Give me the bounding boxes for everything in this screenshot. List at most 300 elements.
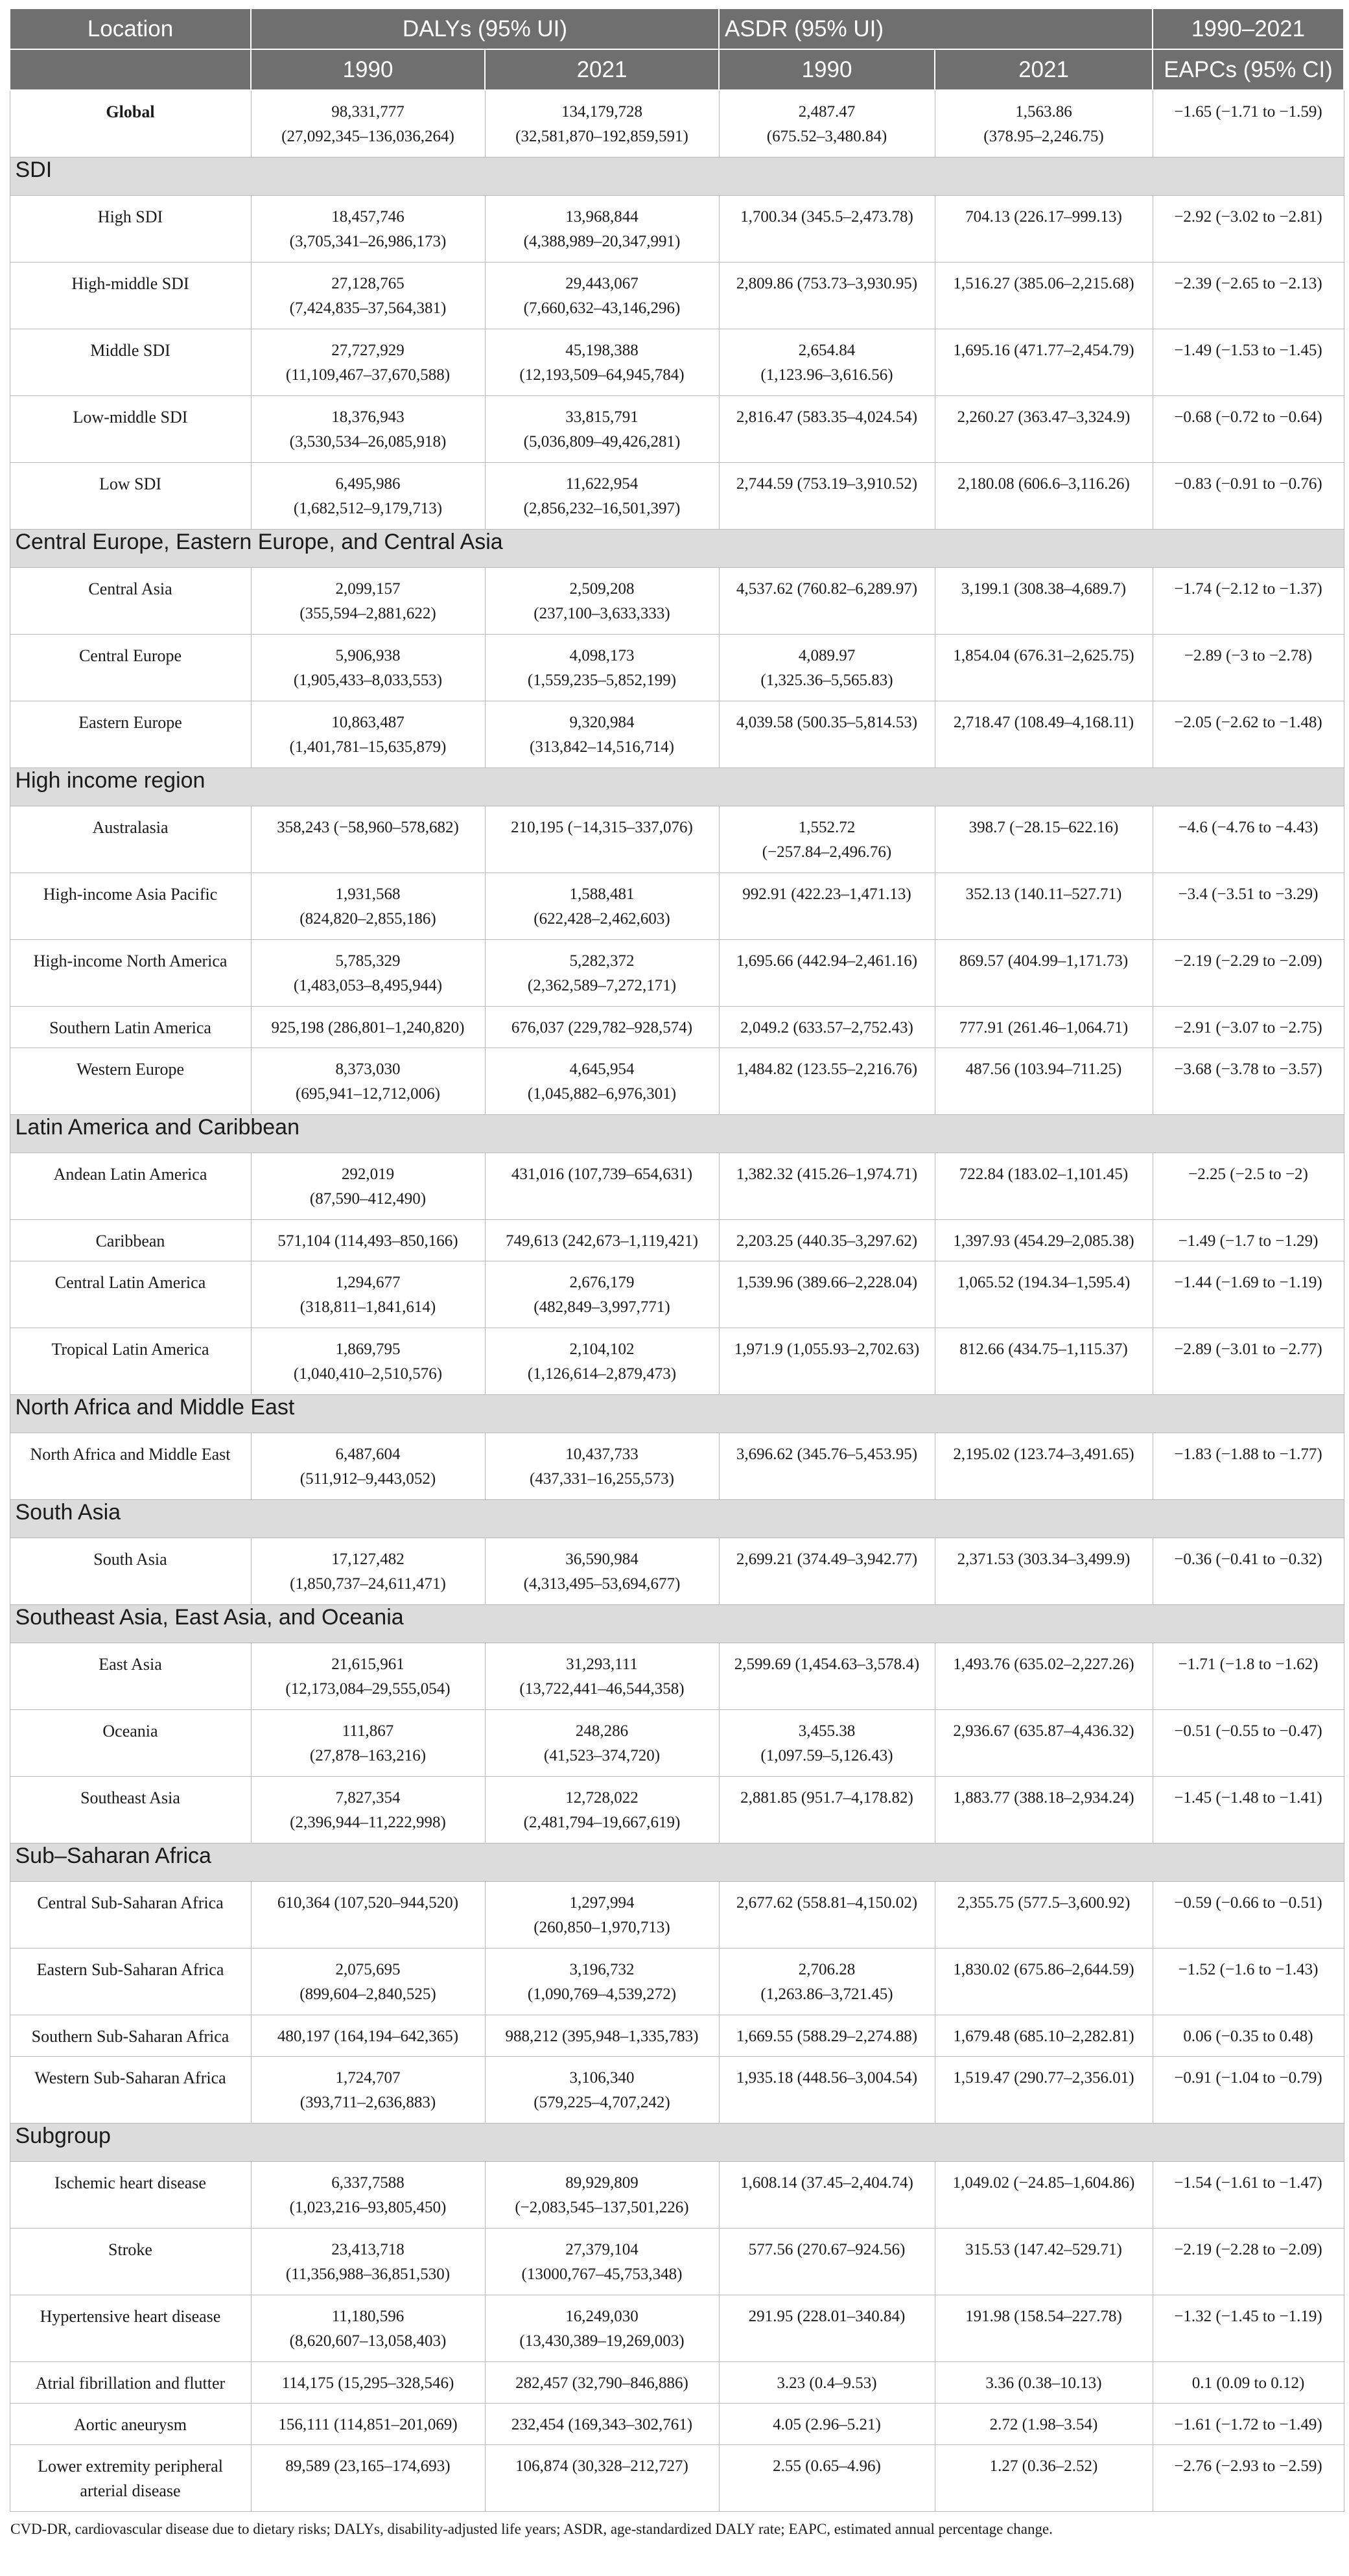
- location-name: Caribbean: [10, 1219, 251, 1261]
- cell-line: 704.13 (226.17–999.13): [965, 207, 1122, 226]
- dalys-2021-cell: [485, 262, 719, 329]
- cell-line: 2,816.47 (583.35–4,024.54): [736, 408, 918, 426]
- location-name: Central Latin America: [10, 1261, 251, 1328]
- cell-line: (−257.84–2,496.76): [762, 843, 892, 861]
- asdr-2021-cell: [935, 2403, 1153, 2444]
- cell-line: (1,263.86–3,721.45): [760, 1985, 893, 2003]
- location-name: Atrial fibrillation and flutter: [10, 2361, 251, 2403]
- data-table: [9, 8, 1344, 2512]
- cell-line: 2.55 (0.65–4.96): [773, 2457, 881, 2475]
- cell-line: (27,092,345–136,036,264): [281, 128, 454, 145]
- dalys-1990-cell: [251, 1261, 485, 1328]
- table-row: [10, 329, 1344, 395]
- asdr-2021-cell: [935, 1538, 1153, 1604]
- eapc-cell: −0.83 (−0.91 to −0.76): [1153, 462, 1344, 529]
- location-name: Central Sub-Saharan Africa: [10, 1881, 251, 1948]
- cell-line: 114,175 (15,295–328,546): [281, 2374, 454, 2392]
- cell-line: (−2,083,545–137,501,226): [515, 2198, 689, 2216]
- dalys-1990-cell: [251, 1153, 485, 1219]
- dalys-1990-cell: [251, 195, 485, 262]
- cell-line: 1,695.66 (442.94–2,461.16): [736, 952, 918, 970]
- header-dalys: DALYs (95% UI): [251, 8, 719, 49]
- eapc-cell: −3.4 (−3.51 to −3.29): [1153, 872, 1344, 939]
- dalys-2021-cell: [485, 872, 719, 939]
- dalys-1990-cell: [251, 2361, 485, 2403]
- eapc-cell: −2.91 (−3.07 to −2.75): [1153, 1006, 1344, 1048]
- asdr-1990-cell: [719, 1776, 935, 1843]
- cell-line: (695,941–12,712,006): [296, 1084, 440, 1103]
- asdr-1990-cell: [719, 1048, 935, 1114]
- eapc-cell: −3.68 (−3.78 to −3.57): [1153, 1048, 1344, 1114]
- cell-line: 812.66 (434.75–1,115.37): [959, 1340, 1128, 1358]
- cell-line: 6,495,986: [335, 474, 401, 493]
- section-header: [10, 157, 1344, 195]
- cell-line: 2,104,102: [569, 1340, 635, 1358]
- location-name: South Asia: [10, 1538, 251, 1604]
- location-name: Middle SDI: [10, 329, 251, 395]
- cell-line: 2,809.86 (753.73–3,930.95): [736, 274, 918, 292]
- section-title: South Asia: [10, 1499, 1344, 1538]
- cell-line: 2,936.67 (635.87–4,436.32): [953, 1722, 1134, 1740]
- eapc-cell: −2.92 (−3.02 to −2.81): [1153, 195, 1344, 262]
- cell-line: 156,111 (114,851–201,069): [278, 2415, 458, 2433]
- dalys-2021-cell: [485, 1048, 719, 1114]
- asdr-2021-cell: [935, 2361, 1153, 2403]
- cell-line: 45,198,388: [565, 341, 639, 359]
- location-name-line: arterial disease: [80, 2481, 181, 2500]
- cell-line: 16,249,030: [565, 2307, 639, 2325]
- cell-line: 2,075,695: [335, 1960, 401, 1978]
- location-name: High SDI: [10, 195, 251, 262]
- dalys-1990-cell: [251, 634, 485, 701]
- location-name: High-income Asia Pacific: [10, 872, 251, 939]
- table-row: [10, 939, 1344, 1006]
- eapc-cell: −1.83 (−1.88 to −1.77): [1153, 1433, 1344, 1499]
- asdr-1990-cell: [719, 939, 935, 1006]
- cell-line: (1,040,410–2,510,576): [293, 1364, 443, 1383]
- eapc-cell: −1.65 (−1.71 to −1.59): [1153, 90, 1344, 157]
- asdr-1990-cell: [719, 2056, 935, 2123]
- cell-line: 2,654.84: [798, 341, 856, 359]
- cell-line: 98,331,777: [331, 103, 405, 121]
- table-row: [10, 1433, 1344, 1499]
- header-eapc: EAPCs (95% CI): [1153, 49, 1344, 90]
- header-period: 1990–2021: [1153, 8, 1344, 49]
- cell-line: (27,878–163,216): [309, 1746, 427, 1764]
- cell-line: (237,100–3,633,333): [534, 604, 670, 622]
- asdr-2021-cell: [935, 195, 1153, 262]
- location-name: Australasia: [10, 806, 251, 872]
- cell-line: (87,590–412,490): [309, 1189, 427, 1208]
- cell-line: (13,722,441–46,544,358): [519, 1680, 685, 1698]
- table-row: [10, 1881, 1344, 1948]
- cell-line: 4,098,173: [569, 646, 635, 664]
- cell-line: 3.36 (0.38–10.13): [985, 2374, 1102, 2392]
- location-name: Oceania: [10, 1709, 251, 1776]
- asdr-1990-cell: [719, 701, 935, 767]
- cell-line: 2,677.62 (558.81–4,150.02): [736, 1893, 918, 1912]
- table-row: [10, 2444, 1344, 2511]
- cell-line: 1,516.27 (385.06–2,215.68): [953, 274, 1134, 292]
- dalys-1990-cell: [251, 90, 485, 157]
- asdr-1990-cell: [719, 806, 935, 872]
- dalys-1990-cell: [251, 1538, 485, 1604]
- dalys-2021-cell: [485, 1219, 719, 1261]
- eapc-cell: −0.68 (−0.72 to −0.64): [1153, 395, 1344, 462]
- dalys-2021-cell: [485, 1433, 719, 1499]
- asdr-2021-cell: [935, 939, 1153, 1006]
- location-name: High-income North America: [10, 939, 251, 1006]
- cell-line: (260,850–1,970,713): [534, 1918, 670, 1936]
- table-row: [10, 1948, 1344, 2015]
- asdr-1990-cell: [719, 1948, 935, 2015]
- dalys-2021-cell: [485, 195, 719, 262]
- dalys-2021-cell: [485, 329, 719, 395]
- asdr-2021-cell: [935, 806, 1153, 872]
- dalys-2021-cell: [485, 90, 719, 157]
- dalys-2021-cell: [485, 462, 719, 529]
- table-row: [10, 1709, 1344, 1776]
- table-row: [10, 634, 1344, 701]
- dalys-2021-cell: [485, 701, 719, 767]
- asdr-2021-cell: [935, 634, 1153, 701]
- cell-line: 1,608.14 (37.45–2,404.74): [740, 2173, 913, 2192]
- table-row: [10, 2161, 1344, 2228]
- section-header: [10, 767, 1344, 806]
- section-header: [10, 1843, 1344, 1881]
- eapc-cell: −2.76 (−2.93 to −2.59): [1153, 2444, 1344, 2511]
- location-name: Western Sub-Saharan Africa: [10, 2056, 251, 2123]
- table-header: [10, 8, 1344, 90]
- dalys-2021-cell: [485, 1261, 719, 1328]
- asdr-2021-cell: [935, 1153, 1153, 1219]
- asdr-1990-cell: [719, 1709, 935, 1776]
- dalys-2021-cell: [485, 1328, 719, 1394]
- asdr-2021-cell: [935, 2444, 1153, 2511]
- table-row: [10, 2228, 1344, 2295]
- eapc-cell: −2.19 (−2.29 to −2.09): [1153, 939, 1344, 1006]
- asdr-2021-cell: [935, 395, 1153, 462]
- cell-line: 21,615,961: [331, 1655, 405, 1673]
- section-title: Sub–Saharan Africa: [10, 1843, 1344, 1881]
- cell-line: 749,613 (242,673–1,119,421): [506, 1232, 698, 1250]
- cell-line: (12,193,509–64,945,784): [519, 366, 685, 384]
- asdr-2021-cell: [935, 90, 1153, 157]
- dalys-1990-cell: [251, 462, 485, 529]
- table-row: [10, 1219, 1344, 1261]
- cell-line: (4,388,989–20,347,991): [523, 232, 681, 250]
- cell-line: (899,604–2,840,525): [299, 1985, 436, 2003]
- cell-line: 4.05 (2.96–5.21): [773, 2415, 881, 2433]
- section-title: Latin America and Caribbean: [10, 1114, 1344, 1153]
- location-name: North Africa and Middle East: [10, 1433, 251, 1499]
- cell-line: 291.95 (228.01–340.84): [748, 2307, 906, 2325]
- cell-line: 1,695.16 (471.77–2,454.79): [953, 341, 1134, 359]
- table-row: [10, 195, 1344, 262]
- cell-line: 12,728,022: [565, 1788, 639, 1807]
- cell-line: (2,856,232–16,501,397): [523, 499, 681, 517]
- eapc-cell: −2.89 (−3 to −2.78): [1153, 634, 1344, 701]
- cell-line: (1,401,781–15,635,879): [289, 738, 447, 756]
- cell-line: 2,718.47 (108.49–4,168.11): [953, 713, 1134, 731]
- cell-line: (7,660,632–43,146,296): [523, 299, 681, 317]
- eapc-cell: −1.32 (−1.45 to −1.19): [1153, 2295, 1344, 2361]
- cell-line: 292,019: [341, 1165, 395, 1183]
- dalys-1990-cell: [251, 1048, 485, 1114]
- table-row: [10, 2015, 1344, 2056]
- dalys-2021-cell: [485, 1006, 719, 1048]
- cell-line: 134,179,728: [561, 103, 642, 121]
- dalys-2021-cell: [485, 2228, 719, 2295]
- location-name: Low-middle SDI: [10, 395, 251, 462]
- cell-line: 1,382.32 (415.26–1,974.71): [736, 1165, 918, 1183]
- cell-line: (5,036,809–49,426,281): [523, 432, 681, 451]
- asdr-2021-cell: [935, 2056, 1153, 2123]
- dalys-1990-cell: [251, 1219, 485, 1261]
- cell-line: 2,371.53 (303.34–3,499.9): [957, 1550, 1131, 1568]
- cell-line: 315.53 (147.42–529.71): [965, 2240, 1122, 2258]
- asdr-1990-cell: [719, 1219, 935, 1261]
- dalys-2021-cell: [485, 2361, 719, 2403]
- table-row: [10, 1048, 1344, 1114]
- location-name: Central Asia: [10, 567, 251, 634]
- cell-line: 398.7 (−28.15–622.16): [968, 818, 1119, 836]
- asdr-2021-cell: [935, 2015, 1153, 2056]
- asdr-2021-cell: [935, 2161, 1153, 2228]
- cell-line: 1,931,568: [335, 885, 401, 903]
- header-row-2: [10, 49, 1344, 90]
- cell-line: (482,849–3,997,771): [534, 1298, 670, 1316]
- cell-line: 1,297,994: [569, 1893, 635, 1912]
- cell-line: 1,679.48 (685.10–2,282.81): [953, 2027, 1134, 2045]
- eapc-cell: −2.25 (−2.5 to −2): [1153, 1153, 1344, 1219]
- cell-line: 1,971.9 (1,055.93–2,702.63): [734, 1340, 920, 1358]
- cell-line: 31,293,111: [566, 1655, 638, 1673]
- asdr-1990-cell: [719, 1328, 935, 1394]
- asdr-1990-cell: [719, 395, 935, 462]
- asdr-2021-cell: [935, 1219, 1153, 1261]
- asdr-1990-cell: [719, 634, 935, 701]
- asdr-2021-cell: [935, 262, 1153, 329]
- cell-line: 3,106,340: [569, 2068, 635, 2087]
- asdr-2021-cell: [935, 1433, 1153, 1499]
- cell-line: 27,128,765: [331, 274, 405, 292]
- asdr-2021-cell: [935, 2295, 1153, 2361]
- header-dalys-1990: 1990: [251, 49, 485, 90]
- cell-line: 577.56 (270.67–924.56): [748, 2240, 906, 2258]
- cell-line: (4,313,495–53,694,677): [523, 1575, 681, 1593]
- cell-line: (1,483,053–8,495,944): [293, 976, 443, 994]
- cell-line: 9,320,984: [569, 713, 635, 731]
- dalys-2021-cell: [485, 1538, 719, 1604]
- section-title: Central Europe, Eastern Europe, and Central Asia: [10, 529, 1344, 567]
- eapc-cell: −1.71 (−1.8 to −1.62): [1153, 1643, 1344, 1709]
- cell-line: 2,203.25 (440.35–3,297.62): [736, 1232, 918, 1250]
- asdr-1990-cell: [719, 262, 935, 329]
- cell-line: (355,594–2,881,622): [299, 604, 436, 622]
- eapc-cell: −1.52 (−1.6 to −1.43): [1153, 1948, 1344, 2015]
- cell-line: 13,968,844: [565, 207, 639, 226]
- asdr-1990-cell: [719, 1538, 935, 1604]
- dalys-1990-cell: [251, 2015, 485, 2056]
- cell-line: 6,487,604: [335, 1445, 401, 1463]
- cell-line: 1,049.02 (−24.85–1,604.86): [952, 2173, 1135, 2192]
- cell-line: 232,454 (169,343–302,761): [511, 2415, 693, 2433]
- dalys-2021-cell: [485, 567, 719, 634]
- table-row: [10, 462, 1344, 529]
- location-name: [10, 2444, 251, 2511]
- section-title: SDI: [10, 157, 1344, 195]
- table-row: [10, 2295, 1344, 2361]
- cell-line: (437,331–16,255,573): [530, 1469, 674, 1488]
- dalys-2021-cell: [485, 2295, 719, 2361]
- cell-line: 352.13 (140.11–527.71): [965, 885, 1122, 903]
- cell-line: (1,126,614–2,879,473): [527, 1364, 677, 1383]
- cell-line: 3,196,732: [569, 1960, 635, 1978]
- dalys-1990-cell: [251, 872, 485, 939]
- table-row: [10, 567, 1344, 634]
- location-name: Western Europe: [10, 1048, 251, 1114]
- cell-line: 11,622,954: [565, 474, 639, 493]
- dalys-2021-cell: [485, 806, 719, 872]
- cell-line: (378.95–2,246.75): [983, 128, 1104, 145]
- cell-line: (1,097.59–5,126.43): [760, 1746, 893, 1764]
- cell-line: (3,530,534–26,085,918): [289, 432, 447, 451]
- table-row: [10, 1776, 1344, 1843]
- cell-line: 676,037 (229,782–928,574): [511, 1018, 693, 1036]
- table-row: [10, 2403, 1344, 2444]
- dalys-1990-cell: [251, 1643, 485, 1709]
- header-blank: [10, 49, 251, 90]
- eapc-cell: −2.05 (−2.62 to −1.48): [1153, 701, 1344, 767]
- cell-line: (2,362,589–7,272,171): [527, 976, 677, 994]
- cell-line: 89,589 (23,165–174,693): [285, 2457, 451, 2475]
- asdr-2021-cell: [935, 701, 1153, 767]
- cell-line: 925,198 (286,801–1,240,820): [271, 1018, 465, 1036]
- cell-line: 191.98 (158.54–227.78): [965, 2307, 1122, 2325]
- asdr-1990-cell: [719, 1643, 935, 1709]
- dalys-2021-cell: [485, 1776, 719, 1843]
- cell-line: 11,180,596: [331, 2307, 405, 2325]
- cell-line: (1,559,235–5,852,199): [527, 671, 677, 689]
- header-asdr: ASDR (95% UI): [719, 8, 1153, 49]
- cell-line: 10,437,733: [565, 1445, 639, 1463]
- cell-line: 3,199.1 (308.38–4,689.7): [961, 580, 1127, 598]
- cell-line: 2,195.02 (123.74–3,491.65): [953, 1445, 1134, 1463]
- eapc-cell: −2.39 (−2.65 to −2.13): [1153, 262, 1344, 329]
- dalys-1990-cell: [251, 1006, 485, 1048]
- header-asdr-1990: 1990: [719, 49, 935, 90]
- eapc-cell: −2.89 (−3.01 to −2.77): [1153, 1328, 1344, 1394]
- cell-line: 18,376,943: [331, 408, 405, 426]
- location-name: Southeast Asia: [10, 1776, 251, 1843]
- cell-line: 1,519.47 (290.77–2,356.01): [953, 2068, 1134, 2087]
- footnote: CVD-DR, cardiovascular disease due to dietary risks; DALYs, disability-adjusted life years; ASDR, age-standardized DALY rate; EAPC, estimated annual percentage change.: [10, 2520, 1053, 2537]
- cell-line: 248,286: [575, 1722, 629, 1740]
- eapc-cell: −0.59 (−0.66 to −0.51): [1153, 1881, 1344, 1948]
- cell-line: 2,099,157: [335, 580, 401, 598]
- cell-line: 6,337,7588: [331, 2173, 405, 2192]
- cell-line: 1,493.76 (635.02–2,227.26): [953, 1655, 1134, 1673]
- dalys-1990-cell: [251, 806, 485, 872]
- cell-line: (2,481,794–19,667,619): [523, 1813, 681, 1831]
- asdr-1990-cell: [719, 1881, 935, 1948]
- cell-line: (1,045,882–6,976,301): [527, 1084, 677, 1103]
- dalys-2021-cell: [485, 2403, 719, 2444]
- asdr-1990-cell: [719, 2161, 935, 2228]
- cell-line: 3,455.38: [798, 1722, 856, 1740]
- asdr-2021-cell: [935, 1881, 1153, 1948]
- cell-line: (2,396,944–11,222,998): [290, 1813, 446, 1831]
- table-row: [10, 701, 1344, 767]
- cell-line: (622,428–2,462,603): [534, 909, 670, 928]
- cell-line: (313,842–14,516,714): [530, 738, 674, 756]
- dalys-2021-cell: [485, 634, 719, 701]
- dalys-1990-cell: [251, 2295, 485, 2361]
- cell-line: (393,711–2,636,883): [299, 2093, 436, 2111]
- dalys-1990-cell: [251, 567, 485, 634]
- cell-line: 1,397.93 (454.29–2,085.38): [953, 1232, 1134, 1250]
- global-row: [10, 90, 1344, 157]
- dalys-1990-cell: [251, 1433, 485, 1499]
- cell-line: 111,867: [342, 1722, 394, 1740]
- asdr-2021-cell: [935, 1643, 1153, 1709]
- asdr-2021-cell: [935, 462, 1153, 529]
- cell-line: (11,356,988–36,851,530): [285, 2265, 451, 2283]
- cell-line: 1,588,481: [569, 885, 635, 903]
- location-name: Low SDI: [10, 462, 251, 529]
- cell-line: 1,700.34 (345.5–2,473.78): [740, 207, 913, 226]
- location-name: Tropical Latin America: [10, 1328, 251, 1394]
- cell-line: 1,854.04 (676.31–2,625.75): [953, 646, 1134, 664]
- header-dalys-2021: 2021: [485, 49, 719, 90]
- eapc-cell: −1.61 (−1.72 to −1.49): [1153, 2403, 1344, 2444]
- cell-line: (13000,767–45,753,348): [521, 2265, 683, 2283]
- cell-line: 5,906,938: [335, 646, 401, 664]
- asdr-1990-cell: [719, 2228, 935, 2295]
- dalys-2021-cell: [485, 2056, 719, 2123]
- cell-line: (1,123.96–3,616.56): [760, 366, 893, 384]
- cell-line: 2,676,179: [569, 1273, 635, 1291]
- eapc-cell: −0.51 (−0.55 to −0.47): [1153, 1709, 1344, 1776]
- asdr-2021-cell: [935, 1328, 1153, 1394]
- cell-line: 2,049.2 (633.57–2,752.43): [740, 1018, 913, 1036]
- cell-line: (824,820–2,855,186): [299, 909, 436, 928]
- table-container: [9, 8, 1343, 2538]
- eapc-cell: 0.06 (−0.35 to 0.48): [1153, 2015, 1344, 2056]
- cell-line: 1,869,795: [335, 1340, 401, 1358]
- dalys-1990-cell: [251, 1948, 485, 2015]
- cell-line: 36,590,984: [565, 1550, 639, 1568]
- cell-line: 1,552.72: [798, 818, 856, 836]
- dalys-1990-cell: [251, 2056, 485, 2123]
- asdr-2021-cell: [935, 1006, 1153, 1048]
- dalys-2021-cell: [485, 2444, 719, 2511]
- asdr-1990-cell: [719, 1433, 935, 1499]
- cell-line: 431,016 (107,739–654,631): [511, 1165, 693, 1183]
- dalys-1990-cell: [251, 329, 485, 395]
- table-row: [10, 806, 1344, 872]
- cell-line: 1,563.86: [1015, 103, 1072, 121]
- cell-line: 1.27 (0.36–2.52): [989, 2457, 1098, 2475]
- cell-line: 29,443,067: [565, 274, 639, 292]
- section-header: [10, 1114, 1344, 1153]
- cell-line: (11,109,467–37,670,588): [285, 366, 451, 384]
- asdr-2021-cell: [935, 1948, 1153, 2015]
- section-title: North Africa and Middle East: [10, 1394, 1344, 1433]
- asdr-2021-cell: [935, 329, 1153, 395]
- eapc-cell: −1.74 (−2.12 to −1.37): [1153, 567, 1344, 634]
